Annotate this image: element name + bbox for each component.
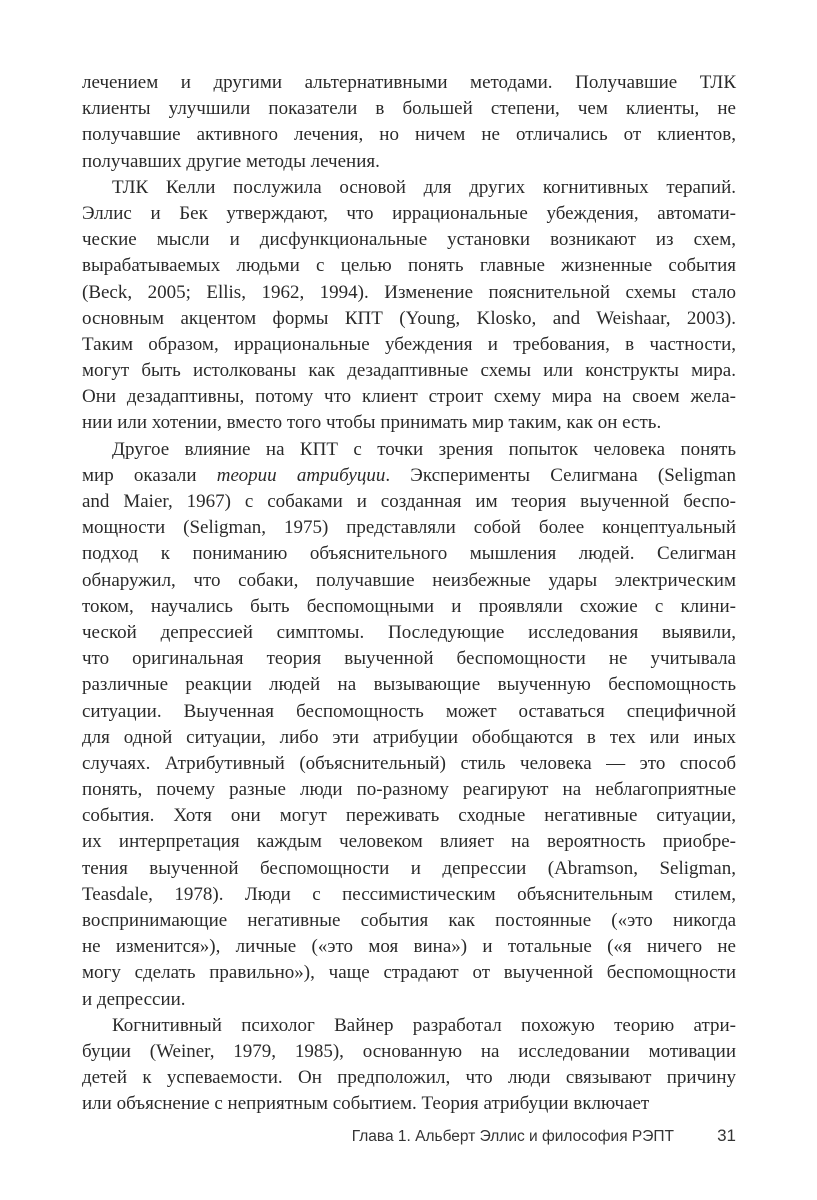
text-line-content: клиенты улучшили показатели в большей степени, чем клиенты, не [82, 98, 736, 120]
text-line [82, 1065, 736, 1091]
text-line [82, 149, 736, 175]
text-line-content: тения выученной беспомощности и депрессии (Abramson, Seligman, [82, 857, 736, 879]
text-line [82, 568, 736, 594]
text-line [82, 829, 736, 855]
text-line [82, 620, 736, 646]
text-line-content: получавшие активного лечения, но ничем не отличались от клиентов, [82, 124, 736, 146]
text-line-content: понять, почему разные люди по-разному реагируют на неблагоприятные [82, 779, 736, 801]
text-line-content: могу сделать правильно»), чаще страдают от выученной беспомощности [82, 962, 736, 984]
text-line [82, 672, 736, 698]
page-number: 31 [717, 1126, 736, 1145]
text-line [82, 646, 736, 672]
text-line [82, 122, 736, 148]
text-line [82, 803, 736, 829]
text-line [82, 908, 736, 934]
text-line [82, 1039, 736, 1065]
text-line [82, 227, 736, 253]
text-line [82, 1013, 736, 1039]
text-line-content: and Maier, 1967) с собаками и созданная им теория выученной беспо- [82, 491, 736, 512]
text-line-content: ТЛК Келли послужила основой для других когнитивных терапий. [112, 176, 736, 198]
text-line-content: для одной ситуации, либо эти атрибуции обобщаются в тех или иных [82, 726, 736, 748]
text-line [82, 410, 736, 436]
text-line [82, 70, 736, 96]
text-line-content: Эллис и Бек утверждают, что иррациональные убеждения, автомати- [82, 202, 736, 224]
text-line [82, 699, 736, 725]
text-line [82, 751, 736, 777]
text-line [82, 384, 736, 410]
text-line-content [82, 465, 736, 486]
text-line [82, 437, 736, 463]
paragraph [82, 1013, 736, 1118]
text-line-content: лечением и другими альтернативными методами. Получавшие ТЛК [82, 72, 736, 93]
paragraph [82, 175, 736, 437]
text-line-content: ческой депрессией симптомы. Последующие исследования выявили, [82, 621, 736, 643]
paragraph [82, 70, 736, 175]
text-line-content: током, научались быть беспомощными и проявляли схожие с клини- [82, 595, 736, 617]
text-line [82, 515, 736, 541]
text-line [82, 882, 736, 908]
text-line-content: нии или хотении, вместо того чтобы принимать мир таким, как он есть. [82, 412, 662, 434]
text-line [82, 934, 736, 960]
body-text [82, 70, 736, 1118]
text-line [82, 306, 736, 332]
text-line-content: различные реакции людей на вызывающие выученную беспомощность [82, 674, 736, 696]
text-line-content: воспринимающие негативные события как постоянные («это никогда [82, 910, 736, 931]
text-line [82, 175, 736, 201]
running-head: Глава 1. Альберт Эллис и философия РЭПТ [351, 1128, 674, 1145]
text-line-content: вырабатываемых людьми с целью понять главные жизненные события [82, 255, 736, 277]
italic-term: теории атрибуции [216, 464, 386, 486]
text-line-content: Когнитивный психолог Вайнер разработал похожую теорию атри- [112, 1014, 736, 1036]
text-line-content: их интерпретация каждым человеком влияет на вероятность приобре- [82, 831, 736, 853]
text-line [82, 332, 736, 358]
text-line-content: случаях. Атрибутивный (объяснительный) стиль человека — это способ [82, 752, 736, 774]
text-line-content: буции (Weiner, 1979, 1985), основанную на исследовании мотивации [82, 1040, 736, 1062]
text-line [82, 489, 736, 515]
text-segment: . Эксперименты Селигмана (Seligman [385, 464, 736, 486]
text-line [82, 1091, 736, 1117]
text-line [82, 856, 736, 882]
text-line [82, 960, 736, 986]
text-line-content: Другое влияние на КПТ с точки зрения попыток человека понять [112, 438, 736, 460]
text-line-content: обнаружил, что собаки, получавшие неизбежные удары электрическим [82, 569, 736, 591]
text-segment: мир оказали [82, 464, 217, 486]
text-line [82, 201, 736, 227]
text-line [82, 987, 736, 1013]
text-line-content: Они дезадаптивны, потому что клиент строит схему мира на своем жела- [82, 386, 736, 408]
text-line [82, 280, 736, 306]
text-line-content: и депрессии. [82, 988, 186, 1010]
text-line-content: что оригинальная теория выученной беспомощности не учитывала [82, 648, 736, 670]
text-line [82, 253, 736, 279]
text-line [82, 777, 736, 803]
text-line-content: или объяснение с неприятным событием. Теория атрибуции включает [82, 1093, 650, 1115]
text-line-content: получавших другие методы лечения. [82, 150, 380, 172]
text-line [82, 463, 736, 489]
text-line [82, 541, 736, 567]
text-line [82, 96, 736, 122]
text-line-content: (Beck, 2005; Ellis, 1962, 1994). Изменение пояснительной схемы стало [82, 281, 736, 303]
text-line-content: не изменится»), личные («это моя вина») и тотальные («я ничего не [82, 936, 736, 958]
text-line-content: подход к пониманию объяснительного мышления людей. Селигман [82, 543, 736, 565]
text-line [82, 594, 736, 620]
text-line [82, 725, 736, 751]
text-line [82, 358, 736, 384]
text-line-content: могут быть истолкованы как дезадаптивные схемы или конструкты мира. [82, 360, 736, 382]
text-line-content: ситуации. Выученная беспомощность может оставаться специфичной [82, 700, 736, 722]
paragraph [82, 437, 736, 1013]
text-line-content: Teasdale, 1978). Люди с пессимистическим объяснительным стилем, [82, 883, 736, 905]
text-line-content: детей к успеваемости. Он предположил, что люди связывают причину [82, 1067, 736, 1089]
text-line-content: события. Хотя они могут переживать сходные негативные ситуации, [82, 805, 736, 827]
text-line-content: Таким образом, иррациональные убеждения и требования, в частности, [82, 333, 736, 355]
text-line-content: ческие мысли и дисфункциональные установки возникают из схем, [82, 229, 736, 251]
text-line-content: основным акцентом формы КПТ (Young, Klosko, and Weishaar, 2003). [82, 307, 736, 329]
text-line-content: мощности (Seligman, 1975) представляли собой более концептуальный [82, 517, 736, 539]
